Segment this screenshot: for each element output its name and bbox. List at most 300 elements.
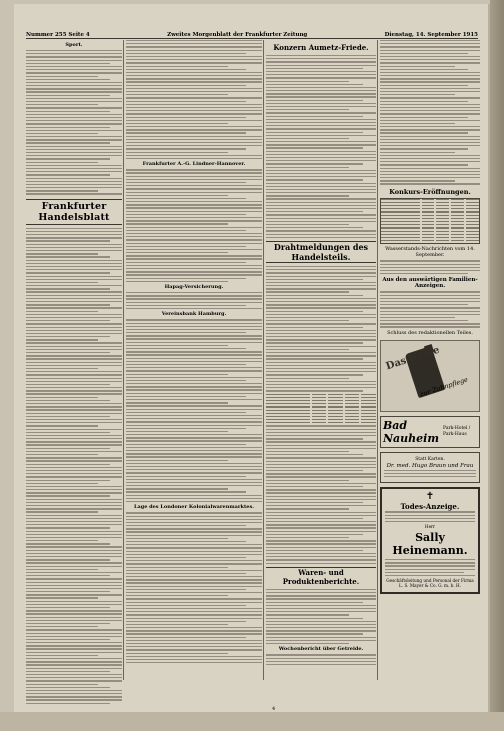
table-cell — [436, 199, 449, 200]
table-row — [381, 199, 479, 200]
text-line — [266, 298, 376, 299]
text-line — [126, 298, 262, 299]
text-line — [126, 104, 262, 105]
text-line — [126, 456, 262, 457]
text-line — [266, 630, 376, 631]
text-line — [126, 377, 262, 378]
wasserstand-heading: Wasserstands-Nachrichten vom 14. September. — [385, 246, 475, 259]
text-line — [126, 450, 262, 451]
table-cell — [466, 221, 479, 222]
text-line — [26, 476, 122, 477]
text-line — [266, 384, 376, 385]
text-line — [26, 266, 122, 267]
text-line — [126, 136, 262, 137]
table-row — [381, 234, 479, 235]
text-line — [266, 521, 376, 522]
section-heading-waren: Waren- und Produktenberichte. — [266, 567, 376, 586]
text-line — [380, 139, 480, 140]
text-line — [126, 488, 228, 489]
text-line — [266, 563, 376, 564]
text-line — [266, 288, 376, 289]
text-line — [380, 72, 480, 73]
text-line — [266, 189, 376, 190]
text-line — [26, 250, 122, 251]
text-line — [266, 358, 363, 359]
text-line — [26, 336, 110, 337]
table-cell — [436, 211, 449, 212]
text-line — [26, 95, 110, 96]
text-line — [26, 578, 122, 579]
text-line — [266, 349, 349, 350]
text-line — [26, 524, 122, 525]
text-line — [266, 173, 376, 174]
notice-title: Statt Karten. — [415, 456, 445, 462]
table-cell — [466, 234, 479, 235]
text-line — [126, 611, 262, 612]
text-line — [126, 342, 262, 343]
text-line — [266, 304, 376, 305]
body-text — [266, 425, 376, 563]
text-line — [266, 311, 363, 312]
body-text — [266, 55, 376, 238]
text-line — [26, 362, 122, 363]
table-cell — [422, 211, 435, 212]
text-line — [26, 531, 122, 532]
column-1 — [26, 40, 122, 680]
text-line — [126, 274, 262, 275]
text-line — [26, 260, 122, 261]
text-line — [26, 285, 122, 286]
text-line — [126, 649, 262, 650]
text-line — [26, 228, 122, 229]
text-line — [26, 355, 122, 356]
text-line — [126, 271, 262, 272]
text-line — [266, 512, 376, 513]
text-line — [266, 637, 376, 638]
table-cell — [345, 403, 360, 404]
text-line — [26, 60, 122, 61]
text-line — [266, 559, 376, 560]
text-line — [380, 123, 455, 124]
text-line — [266, 492, 376, 493]
text-line — [126, 117, 246, 118]
text-line — [380, 317, 455, 318]
text-line — [126, 81, 262, 82]
text-line — [380, 171, 480, 172]
text-line — [266, 531, 376, 532]
text-line — [266, 186, 376, 187]
text-line — [26, 534, 122, 535]
body-text — [126, 292, 262, 309]
konkurs-heading: Konkurs-Eröffnungen. — [389, 187, 471, 196]
text-line — [126, 281, 228, 282]
text-line — [26, 473, 122, 474]
text-line — [126, 332, 246, 333]
text-line — [266, 547, 376, 548]
death-notice-herr: Herr — [424, 524, 436, 530]
death-notice-footer: Geschäftsleitung und Personal der Firma L. S. Mayer & Co. G. m. b. H. — [386, 578, 474, 589]
table-cell — [466, 215, 479, 216]
text-line — [266, 355, 376, 356]
text-line — [26, 511, 98, 512]
text-line — [266, 658, 376, 659]
text-line — [26, 339, 98, 340]
text-line — [26, 495, 110, 496]
text-line — [266, 160, 376, 161]
table-cell — [312, 394, 327, 395]
death-notice-title: Todes-Anzeige. — [400, 502, 460, 512]
text-line — [126, 653, 228, 654]
text-line — [126, 233, 262, 234]
text-line — [266, 540, 376, 541]
family-notice — [380, 452, 480, 484]
text-line — [126, 643, 262, 644]
text-line — [26, 91, 122, 92]
text-line — [26, 387, 122, 388]
text-line — [26, 381, 122, 382]
article-heading: Lage des Londoner Kolonialwarenmarktes. — [133, 504, 255, 511]
text-line — [26, 639, 110, 640]
text-line — [26, 406, 122, 407]
text-line — [380, 97, 480, 98]
text-line — [380, 264, 480, 265]
text-line — [266, 314, 376, 315]
text-line — [126, 434, 262, 435]
text-line — [126, 547, 262, 548]
table-cell — [436, 221, 449, 222]
text-line — [26, 82, 122, 83]
table-cell — [328, 397, 343, 398]
table-cell — [328, 394, 343, 395]
table-cell — [266, 416, 310, 417]
text-line — [26, 149, 122, 150]
text-line — [26, 444, 122, 445]
text-line — [380, 129, 480, 130]
text-line — [266, 317, 376, 318]
text-line — [26, 317, 122, 318]
text-line — [126, 554, 262, 555]
text-line — [126, 472, 262, 473]
table-cell — [312, 410, 327, 411]
text-line — [380, 40, 480, 41]
text-line — [126, 614, 262, 615]
table-cell — [328, 406, 343, 407]
text-line — [126, 323, 262, 324]
text-line — [384, 470, 476, 471]
body-text — [385, 511, 475, 522]
text-line — [126, 425, 262, 426]
text-line — [26, 448, 110, 449]
text-line — [380, 81, 480, 82]
text-line — [26, 492, 122, 493]
table-cell — [436, 205, 449, 206]
text-line — [380, 180, 455, 181]
text-line — [126, 329, 262, 330]
text-line — [26, 594, 122, 595]
text-line — [380, 104, 480, 105]
text-line — [266, 224, 349, 225]
text-line — [266, 387, 376, 388]
text-line — [126, 501, 262, 502]
text-line — [126, 386, 262, 387]
text-line — [266, 483, 376, 484]
text-line — [26, 253, 98, 254]
table-cell — [361, 410, 376, 411]
text-line — [126, 236, 262, 237]
text-line — [266, 518, 363, 519]
text-line — [266, 109, 349, 110]
table-cell — [345, 394, 360, 395]
text-line — [26, 629, 122, 630]
table-cell — [451, 211, 464, 212]
table-cell — [436, 237, 449, 238]
text-line — [126, 466, 262, 467]
text-line — [126, 88, 262, 89]
familien-heading: Aus den auswärtigen Familien-Anzeigen. — [382, 277, 478, 290]
table-cell — [422, 221, 435, 222]
text-line — [26, 155, 122, 156]
text-line — [385, 521, 475, 522]
text-line — [266, 157, 376, 158]
table-cell — [381, 205, 420, 206]
table-cell — [466, 237, 479, 238]
text-line — [26, 591, 110, 592]
text-line — [26, 699, 122, 700]
text-line — [266, 151, 376, 152]
text-line — [26, 279, 122, 280]
text-line — [26, 505, 122, 506]
table-cell — [312, 406, 327, 407]
body-text — [385, 559, 475, 576]
text-line — [380, 75, 480, 76]
table-cell — [436, 202, 449, 203]
table-cell — [361, 406, 376, 407]
text-line — [26, 56, 122, 57]
text-line — [266, 276, 376, 277]
text-line — [266, 342, 363, 343]
text-line — [26, 53, 122, 54]
table-cell — [381, 224, 420, 225]
text-line — [126, 101, 246, 102]
table-cell — [266, 394, 310, 395]
text-line — [26, 311, 98, 312]
text-line — [266, 499, 376, 500]
text-line — [26, 307, 122, 308]
text-line — [126, 460, 228, 461]
text-line — [26, 256, 110, 257]
text-line — [26, 636, 122, 637]
text-line — [266, 323, 376, 324]
text-line — [26, 98, 122, 99]
body-text — [380, 40, 480, 185]
table-cell — [381, 199, 420, 200]
text-line — [266, 112, 376, 113]
text-line — [126, 155, 262, 156]
table-cell — [345, 397, 360, 398]
text-line — [26, 515, 122, 516]
text-line — [266, 295, 363, 296]
article-heading: Wochenbericht über Getreide. — [278, 646, 364, 653]
text-line — [266, 336, 376, 337]
text-line — [266, 441, 376, 442]
text-line — [266, 68, 363, 69]
text-line — [126, 662, 262, 663]
text-line — [26, 349, 122, 350]
text-line — [126, 230, 246, 231]
notice-names: Dr. med. Hugo Braun und Frau — [386, 462, 474, 469]
table-cell — [312, 419, 327, 420]
text-line — [126, 152, 228, 153]
body-text — [126, 40, 262, 159]
table-cell — [451, 202, 464, 203]
text-line — [126, 176, 262, 177]
text-line — [26, 323, 122, 324]
text-line — [26, 171, 122, 172]
text-line — [266, 556, 376, 557]
text-line — [126, 50, 262, 51]
table-row — [381, 240, 479, 241]
text-line — [126, 227, 262, 228]
text-line — [266, 221, 376, 222]
text-line — [266, 198, 376, 199]
text-line — [266, 279, 363, 280]
text-line — [266, 96, 376, 97]
text-line — [266, 135, 376, 136]
text-line — [26, 499, 122, 500]
table-cell — [451, 218, 464, 219]
text-line — [126, 211, 262, 212]
text-line — [126, 538, 228, 539]
text-line — [26, 374, 122, 375]
text-line — [266, 633, 363, 634]
text-line — [380, 66, 455, 67]
konkurs-table — [380, 198, 480, 245]
text-line — [266, 282, 376, 283]
table-cell — [266, 406, 310, 407]
text-line — [26, 623, 110, 624]
table-row — [381, 218, 479, 219]
text-line — [26, 464, 110, 465]
text-line — [126, 370, 262, 371]
text-line — [126, 214, 246, 215]
text-line — [266, 227, 363, 228]
table-cell — [422, 234, 435, 235]
table-cell — [436, 218, 449, 219]
table-cell — [345, 400, 360, 401]
text-line — [26, 642, 122, 643]
text-line — [266, 141, 376, 142]
table-cell — [451, 231, 464, 232]
text-line — [26, 413, 122, 414]
table-row — [266, 416, 376, 417]
text-line — [380, 311, 480, 312]
table-row — [266, 397, 376, 398]
text-line — [266, 179, 363, 180]
table-row — [266, 394, 376, 395]
text-line — [126, 59, 262, 60]
article-heading: Konzern Aumetz-Friede. — [273, 43, 369, 52]
table-row — [266, 400, 376, 401]
text-line — [26, 620, 122, 621]
text-line — [126, 148, 246, 149]
table-cell — [361, 422, 376, 423]
text-line — [26, 162, 98, 163]
text-line — [26, 187, 122, 188]
text-line — [266, 307, 376, 308]
text-line — [266, 208, 376, 209]
text-line — [266, 87, 376, 88]
table-cell — [422, 227, 435, 228]
text-line — [266, 272, 376, 273]
text-line — [266, 218, 376, 219]
text-line — [26, 610, 122, 611]
text-line — [266, 515, 376, 516]
text-line — [380, 148, 468, 149]
text-line — [266, 74, 376, 75]
text-line — [26, 588, 122, 589]
table-cell — [266, 403, 310, 404]
text-line — [126, 608, 262, 609]
text-line — [126, 179, 262, 180]
text-line — [26, 668, 122, 669]
table-row — [266, 410, 376, 411]
text-line — [126, 129, 262, 130]
text-line — [266, 621, 376, 622]
text-line — [126, 172, 262, 173]
text-line — [126, 447, 262, 448]
text-line — [126, 66, 228, 67]
table-cell — [312, 397, 327, 398]
text-line — [26, 76, 98, 77]
text-line — [266, 473, 376, 474]
table-row — [266, 413, 376, 414]
text-line — [266, 496, 376, 497]
text-line — [380, 59, 480, 60]
text-line — [385, 515, 475, 516]
text-line — [380, 291, 480, 292]
text-line — [266, 643, 349, 644]
text-line — [385, 569, 475, 570]
text-line — [26, 664, 122, 665]
text-line — [385, 559, 475, 560]
text-line — [266, 61, 376, 62]
text-line — [26, 165, 122, 166]
text-line — [126, 374, 228, 375]
text-line — [380, 155, 480, 156]
text-line — [266, 505, 376, 506]
text-line — [266, 176, 376, 177]
text-line — [126, 308, 262, 309]
text-line — [266, 605, 376, 606]
text-line — [266, 339, 376, 340]
text-line — [266, 435, 376, 436]
text-line — [266, 230, 376, 231]
text-line — [26, 136, 122, 137]
text-line — [26, 327, 122, 328]
text-line — [26, 288, 110, 289]
text-line — [266, 438, 363, 439]
table-cell — [381, 208, 420, 209]
text-line — [26, 314, 122, 315]
body-text — [384, 470, 476, 478]
table-cell — [436, 234, 449, 235]
text-line — [380, 107, 480, 108]
text-line — [26, 240, 110, 241]
text-line — [266, 592, 376, 593]
text-line — [266, 362, 376, 363]
table-cell — [466, 218, 479, 219]
table-cell — [345, 419, 360, 420]
